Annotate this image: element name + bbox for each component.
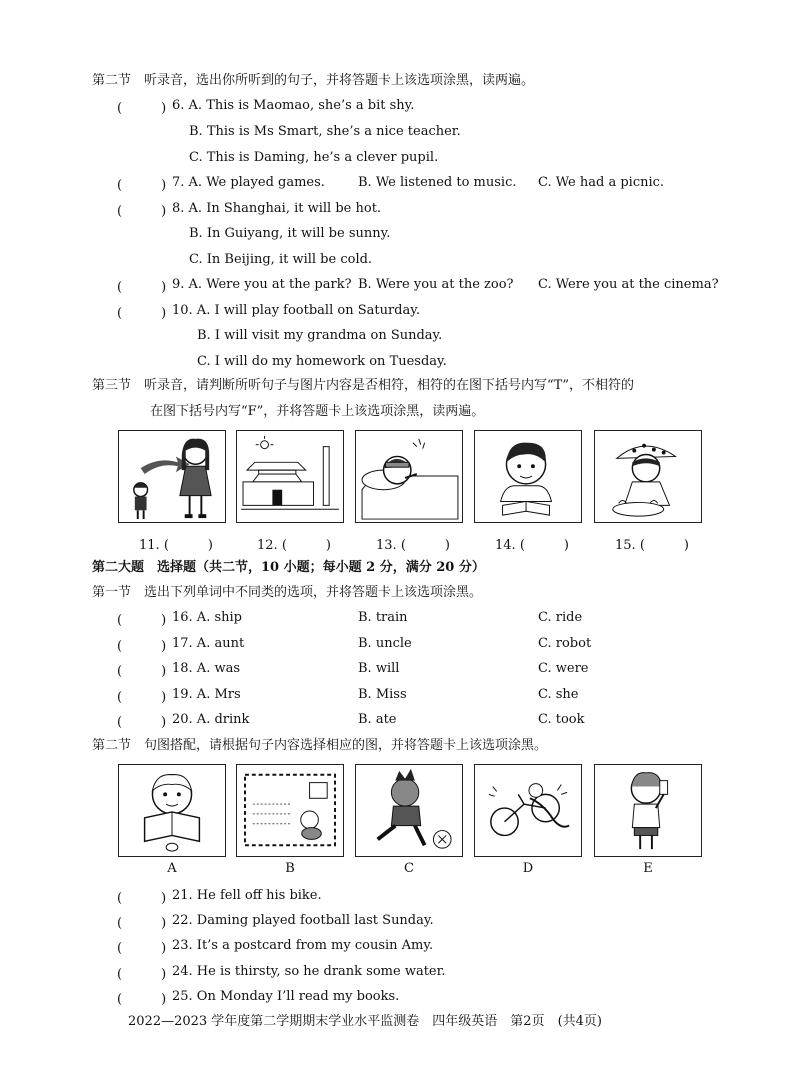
picture-12-tiananmen bbox=[236, 430, 344, 523]
q22-sentence: 22. Daming played football last Sunday. bbox=[172, 913, 434, 928]
q7-option-a: 7. A. We played games. bbox=[172, 175, 325, 190]
answer-paren-17[interactable]: ( ) bbox=[117, 639, 167, 654]
q16-option-c: C. ride bbox=[538, 610, 583, 625]
picture-label-b: B bbox=[285, 861, 295, 876]
caption-13[interactable]: 13. ( ) bbox=[376, 538, 450, 553]
q19-option-c: C. she bbox=[538, 687, 579, 702]
q24-sentence: 24. He is thirsty, so he drank some water. bbox=[172, 964, 446, 979]
q8-option-c: C. In Beijing, it will be cold. bbox=[189, 252, 373, 267]
answer-paren-23[interactable]: ( ) bbox=[117, 941, 167, 956]
q10-option-b: B. I will visit my grandma on Sunday. bbox=[197, 328, 443, 343]
part-2-heading: 第二大题 选择题（共二节，10 小题；每小题 2 分，满分 20 分） bbox=[92, 560, 485, 575]
picture-b-postcard bbox=[236, 764, 344, 857]
q18-option-c: C. were bbox=[538, 661, 589, 676]
answer-paren-24[interactable]: ( ) bbox=[117, 967, 167, 982]
section-2-title: 第二节 听录音，选出你所听到的句子，并将答题卡上该选项涂黑，读两遍。 bbox=[92, 73, 535, 88]
caption-11[interactable]: 11. ( ) bbox=[139, 538, 213, 553]
answer-paren-22[interactable]: ( ) bbox=[117, 916, 167, 931]
q7-option-b: B. We listened to music. bbox=[358, 175, 517, 190]
q20-option-c: C. took bbox=[538, 712, 585, 727]
answer-paren-21[interactable]: ( ) bbox=[117, 891, 167, 906]
q17-option-c: C. robot bbox=[538, 636, 592, 651]
answer-paren-20[interactable]: ( ) bbox=[117, 715, 167, 730]
answer-paren-16[interactable]: ( ) bbox=[117, 613, 167, 628]
answer-paren-19[interactable]: ( ) bbox=[117, 690, 167, 705]
answer-paren-18[interactable]: ( ) bbox=[117, 664, 167, 679]
q9-option-b: B. Were you at the zoo? bbox=[358, 277, 514, 292]
part-2-section-1-title: 第一节 选出下列单词中不同类的选项，并将答题卡上该选项涂黑。 bbox=[92, 585, 483, 600]
picture-label-c: C bbox=[404, 861, 414, 876]
q8-option-a: 8. A. In Shanghai, it will be hot. bbox=[172, 201, 382, 216]
caption-15[interactable]: 15. ( ) bbox=[615, 538, 689, 553]
q25-sentence: 25. On Monday I’ll read my books. bbox=[172, 989, 400, 1004]
q17-option-a: 17. A. aunt bbox=[172, 636, 245, 651]
answer-paren-6[interactable]: ( ) bbox=[117, 101, 167, 116]
picture-15-girl-washing bbox=[594, 430, 702, 523]
q9-option-a: 9. A. Were you at the park? bbox=[172, 277, 352, 292]
caption-12[interactable]: 12. ( ) bbox=[257, 538, 331, 553]
q8-option-b: B. In Guiyang, it will be sunny. bbox=[189, 226, 391, 241]
picture-11-girl-and-boy bbox=[118, 430, 226, 523]
q18-option-b: B. will bbox=[358, 661, 400, 676]
picture-label-e: E bbox=[643, 861, 653, 876]
page-footer: 2022—2023 学年度第二学期期末学业水平监测卷 四年级英语 第2页 (共4页) bbox=[128, 1014, 602, 1029]
picture-d-fell-off-bike bbox=[474, 764, 582, 857]
picture-14-boy-writing bbox=[474, 430, 582, 523]
part-2-section-2-title: 第二节 句图搭配，请根据句子内容选择相应的图，并将答题卡上该选项涂黑。 bbox=[92, 738, 548, 753]
q6-option-a: 6. A. This is Maomao, she’s a bit shy. bbox=[172, 98, 415, 113]
q20-option-a: 20. A. drink bbox=[172, 712, 250, 727]
section-3-title-cont: 在图下括号内写“F”，并将答题卡上该选项涂黑，读两遍。 bbox=[150, 404, 485, 419]
q10-option-c: C. I will do my homework on Tuesday. bbox=[197, 354, 447, 369]
q18-option-a: 18. A. was bbox=[172, 661, 241, 676]
caption-14[interactable]: 14. ( ) bbox=[495, 538, 569, 553]
q10-option-a: 10. A. I will play football on Saturday. bbox=[172, 303, 420, 318]
q9-option-c: C. Were you at the cinema? bbox=[538, 277, 719, 292]
picture-c-playing-football bbox=[355, 764, 463, 857]
answer-paren-7[interactable]: ( ) bbox=[117, 178, 167, 193]
q21-sentence: 21. He fell off his bike. bbox=[172, 888, 322, 903]
picture-e-drinking-water bbox=[594, 764, 702, 857]
q17-option-b: B. uncle bbox=[358, 636, 412, 651]
picture-13-sick-in-bed bbox=[355, 430, 463, 523]
q19-option-b: B. Miss bbox=[358, 687, 407, 702]
q7-option-c: C. We had a picnic. bbox=[538, 175, 665, 190]
answer-paren-9[interactable]: ( ) bbox=[117, 280, 167, 295]
q6-option-c: C. This is Daming, he’s a clever pupil. bbox=[189, 150, 439, 165]
answer-paren-8[interactable]: ( ) bbox=[117, 204, 167, 219]
q23-sentence: 23. It’s a postcard from my cousin Amy. bbox=[172, 938, 434, 953]
picture-label-d: D bbox=[522, 861, 534, 876]
q19-option-a: 19. A. Mrs bbox=[172, 687, 241, 702]
picture-a-reading-books bbox=[118, 764, 226, 857]
q6-option-b: B. This is Ms Smart, she’s a nice teacher. bbox=[189, 124, 461, 139]
q16-option-b: B. train bbox=[358, 610, 408, 625]
q20-option-b: B. ate bbox=[358, 712, 397, 727]
answer-paren-25[interactable]: ( ) bbox=[117, 992, 167, 1007]
picture-label-a: A bbox=[167, 861, 177, 876]
answer-paren-10[interactable]: ( ) bbox=[117, 306, 167, 321]
section-3-title: 第三节 听录音，请判断所听句子与图片内容是否相符，相符的在图下括号内写“T”，不相符的 bbox=[92, 378, 634, 393]
q16-option-a: 16. A. ship bbox=[172, 610, 242, 625]
